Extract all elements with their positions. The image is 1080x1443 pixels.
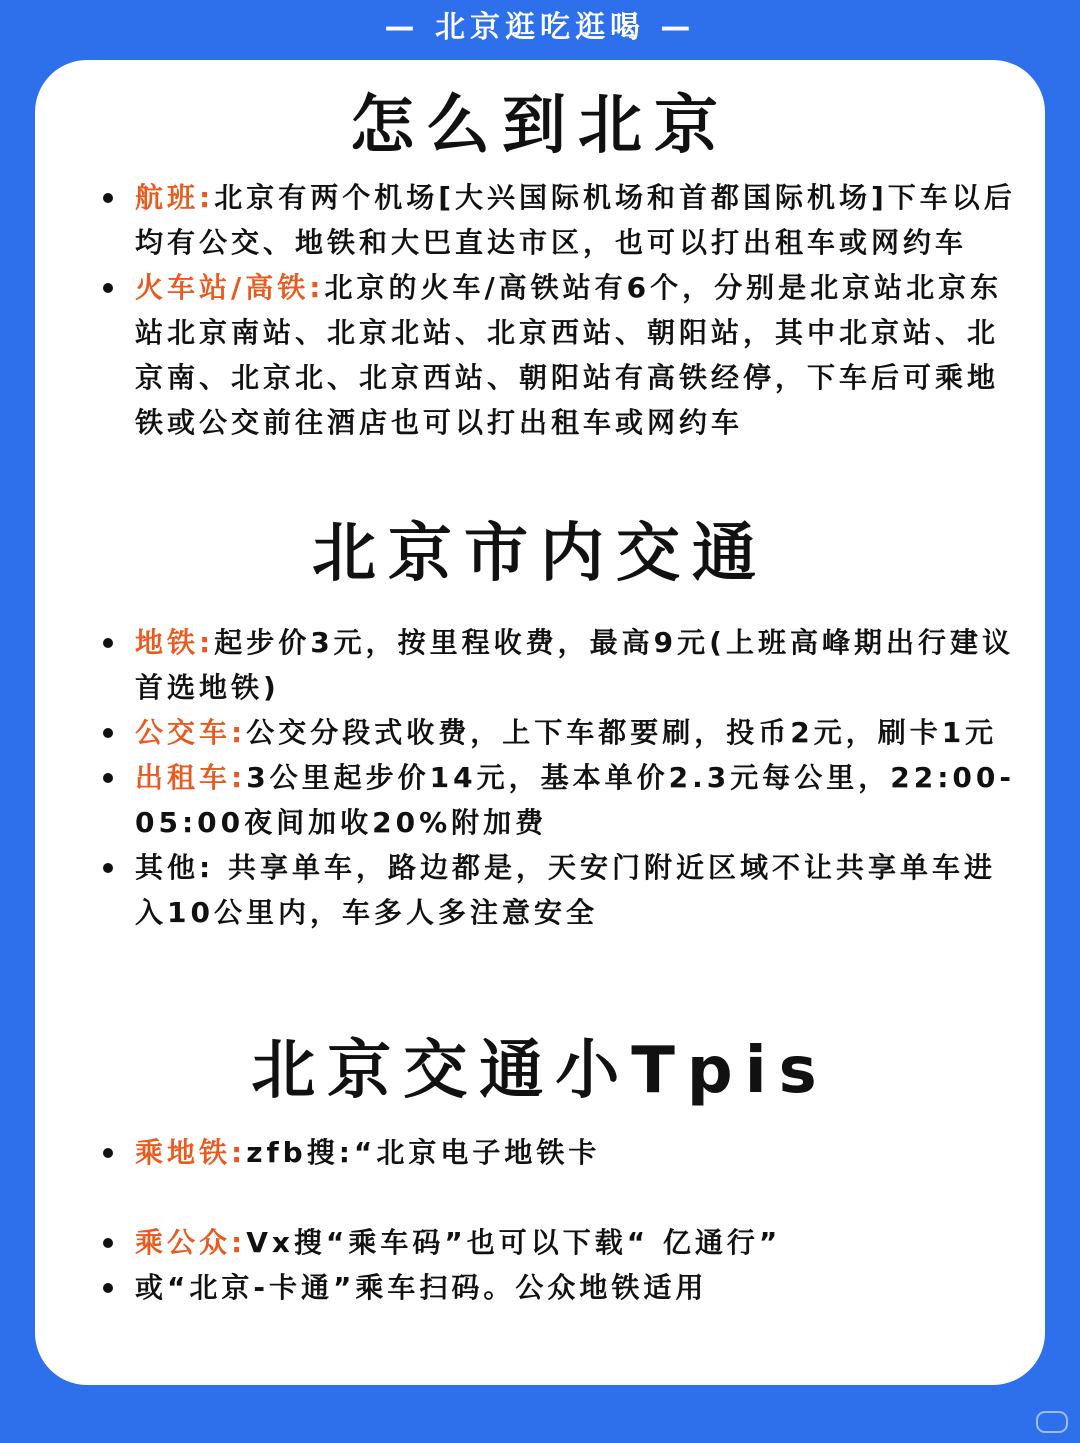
bullet-label: 乘公众: <box>135 1226 247 1259</box>
section-title-arrival: 怎么到北京 <box>350 89 730 163</box>
bullet-text: 北京的火车/高铁站有6个，分别是北京站北京东站北京南站、北京北站、北京西站、朝阳站，其中北京站、北京南、北京北、北京西站、朝阳站有高铁经停，下车后可乘地铁或公交前往酒店也可以打出租车或网约车 <box>135 271 1003 439</box>
bullet-text: Vx搜“乘车码”也可以下载“ 亿通行” <box>246 1226 782 1259</box>
bullet-text: 3公里起步价14元，基本单价2.3元每公里，22:00-05:00夜间加收20%附加费 <box>135 761 1016 839</box>
bullet-label: 火车站/高铁: <box>135 271 325 304</box>
section-title-city-transport: 北京市内交通 <box>312 517 768 591</box>
bullet-text: 其他: 共享单车，路边都是，天安门附近区域不让共享单车进入10公里内，车多人多注意安全 <box>135 851 996 929</box>
bullet-label: 出租车: <box>135 761 247 794</box>
bullet-label: 公交车: <box>135 716 247 749</box>
list-item-taxi <box>97 755 1017 845</box>
watermark-icon <box>1036 1411 1068 1433</box>
content-card <box>35 60 1045 1385</box>
list-item-flight <box>97 175 1017 265</box>
list-item-train <box>97 265 1017 445</box>
bullet-label: 乘地铁: <box>135 1136 247 1169</box>
list-item-tip-alt <box>97 1265 1017 1310</box>
list-item-subway <box>97 620 1017 710</box>
bullet-text: 公交分段式收费，上下车都要刷，投币2元，刷卡1元 <box>246 716 998 749</box>
bullet-label: 航班: <box>135 181 215 214</box>
tips-list <box>97 1130 1017 1310</box>
list-item-tip-subway <box>97 1130 1017 1175</box>
arrival-list <box>97 175 1017 445</box>
bullet-text: zfb搜:“北京电子地铁卡 <box>246 1136 601 1169</box>
list-item-other <box>97 845 1017 935</box>
city-transport-list <box>97 620 1017 935</box>
list-item-tip-bus <box>97 1220 1017 1265</box>
bullet-text: 起步价3元，按里程收费，最高9元(上班高峰期出行建议首选地铁) <box>135 626 1014 704</box>
bullet-text: 北京有两个机场[大兴国际机场和首都国际机场]下车以后均有公交、地铁和大巴直达市区，也可以打出租车或网约车 <box>135 181 1016 259</box>
bullet-text: 或“北京-卡通”乘车扫码。公众地铁适用 <box>135 1271 708 1304</box>
section-title-tips: 北京交通小Tpis <box>251 1034 829 1108</box>
top-banner: — 北京逛吃逛喝 — <box>384 10 696 45</box>
bullet-label: 地铁: <box>135 626 215 659</box>
list-item-bus <box>97 710 1017 755</box>
